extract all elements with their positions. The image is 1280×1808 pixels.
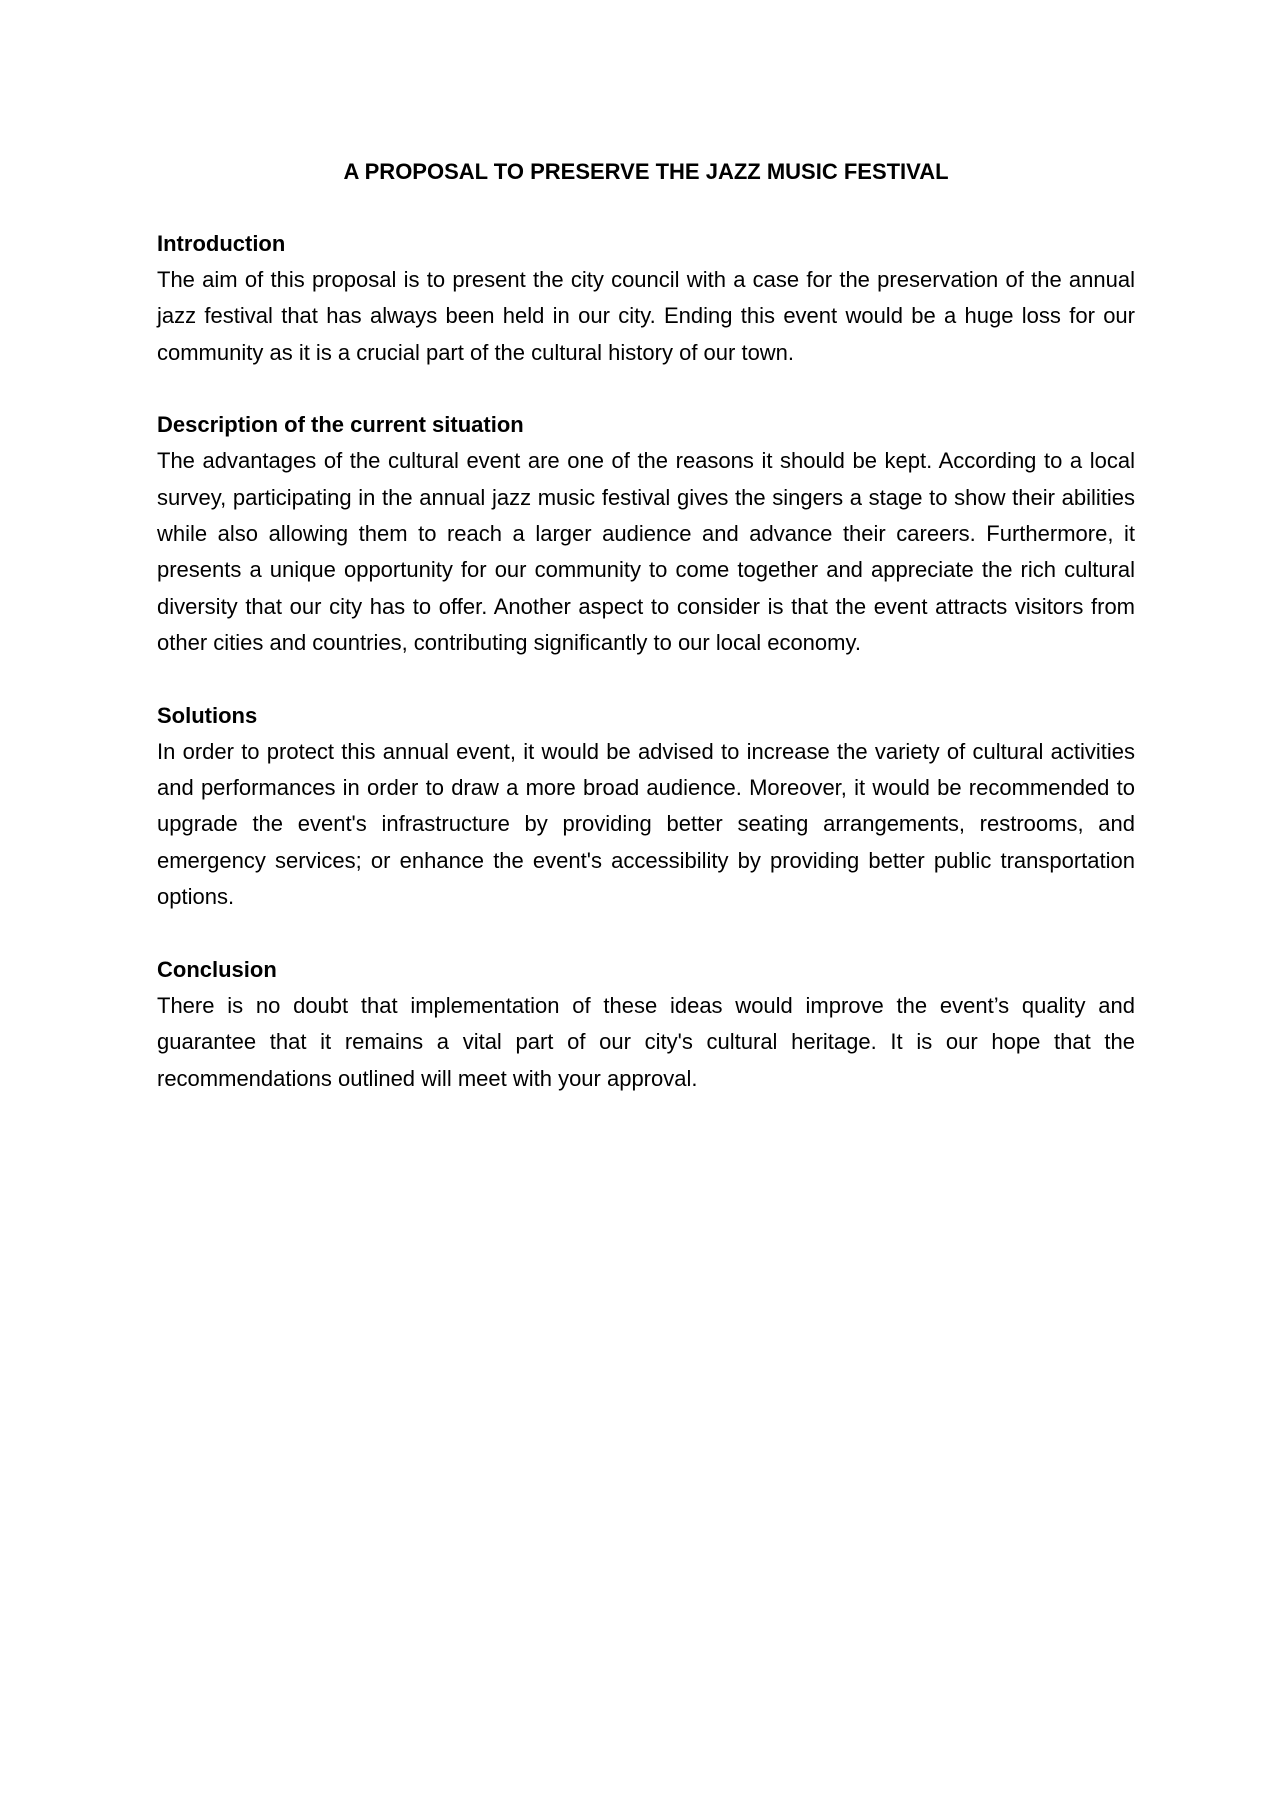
- section-heading: Introduction: [157, 231, 286, 256]
- section-introduction: [157, 226, 1135, 371]
- section-paragraph: The advantages of the cultural event are one of the reasons it should be kept. According to a local survey, participating in the annual jazz music festival gives the singers a stage to show their abilities while also allowing them to reach a larger audience and advance their careers. Furthermore, it presents a unique opportunity for our community to come together and appreciate the rich cultural diversity that our city has to offer. Another aspect to consider is that the event attracts visitors from other cities and countries, contributing significantly to our local economy.: [157, 448, 1135, 656]
- section-paragraph: There is no doubt that implementation of these ideas would improve the event’s quality and guarantee that it remains a vital part of our city's cultural heritage. It is our hope that the recommendations outlined will meet with your approval.: [157, 992, 1135, 1091]
- section-current-situation: [157, 407, 1135, 661]
- document-title: A PROPOSAL TO PRESERVE THE JAZZ MUSIC FESTIVAL: [343, 159, 949, 184]
- document-content: [157, 154, 1135, 1133]
- section-heading: Conclusion: [157, 956, 277, 982]
- section-heading: Solutions: [157, 702, 258, 728]
- section-solutions: [157, 698, 1135, 916]
- section-heading: Description of the current situation: [157, 412, 524, 438]
- section-paragraph: In order to protect this annual event, it would be advised to increase the variety of cultural activities and performances in order to draw a more broad audience. Moreover, it would be recommended to upgrade the event's infrastructure by providing better seating arrangements, restrooms, and emergency services; or enhance the event's accessibility by providing better public transportation options.: [157, 738, 1135, 910]
- section-paragraph: The aim of this proposal is to present the city council with a case for the preservation of the annual jazz festival that has always been held in our city. Ending this event would be a huge loss for our community as it is a crucial part of the cultural history of our town.: [157, 267, 1135, 365]
- section-conclusion: [157, 952, 1135, 1097]
